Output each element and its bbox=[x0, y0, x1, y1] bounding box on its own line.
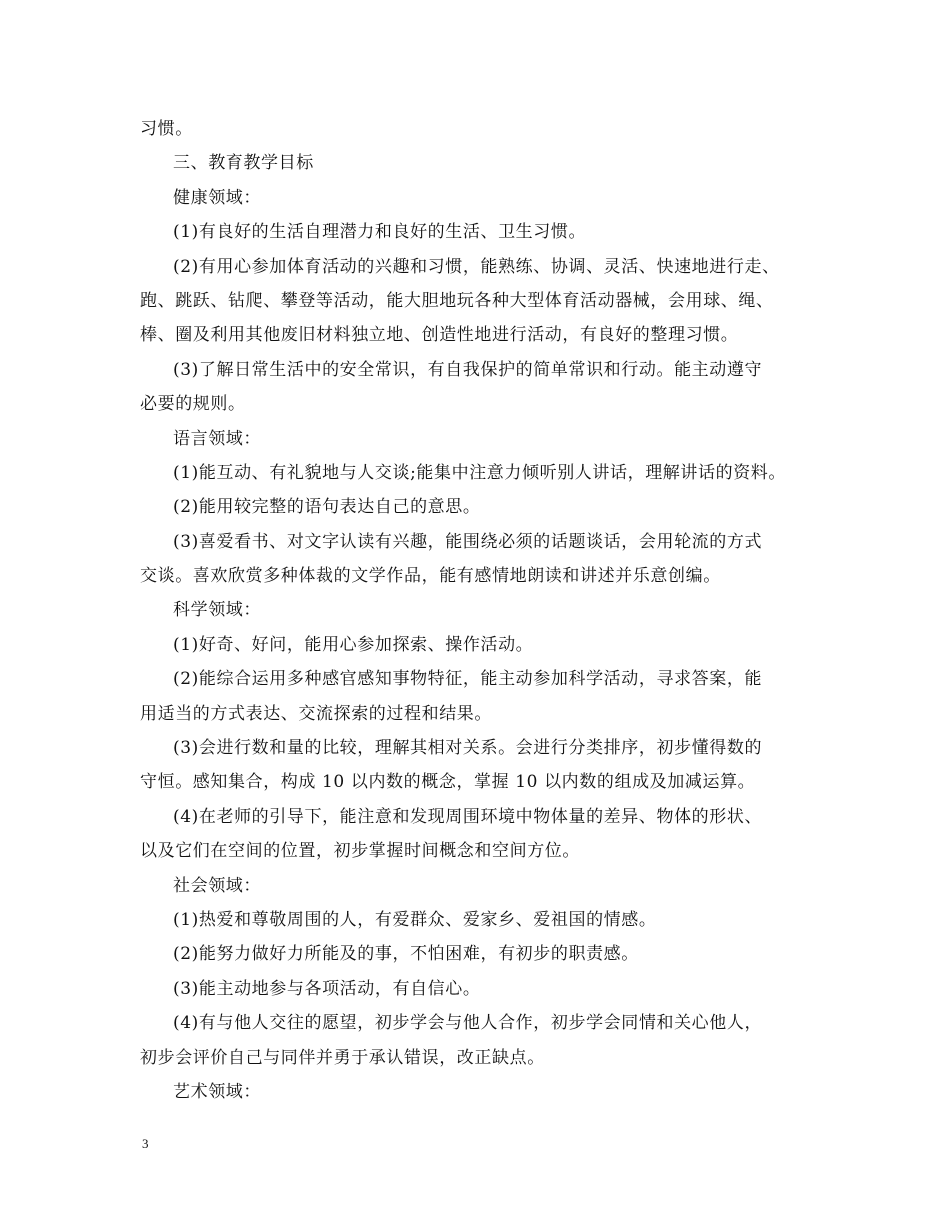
text-line: (3)能主动地参与各项活动，有自信心。 bbox=[173, 978, 481, 999]
text-line: (3)喜爱看书、对文字认读有兴趣，能围绕必须的话题谈话，会用轮流的方式 bbox=[173, 531, 763, 552]
text-line: 用适当的方式表达、交流探索的过程和结果。 bbox=[140, 703, 492, 724]
text-line: (1)热爱和尊敬周围的人，有爱群众、爱家乡、爱祖国的情感。 bbox=[173, 909, 657, 930]
text-line: (3)会进行数和量的比较，理解其相对关系。会进行分类排序，初步懂得数的 bbox=[173, 738, 763, 759]
text-line: 棒、圈及利用其他废旧材料独立地、创造性地进行活动，有良好的整理习惯。 bbox=[140, 325, 739, 346]
text-line: 社会领域： bbox=[173, 875, 261, 896]
text-line: (1)有良好的生活自理潜力和良好的生活、卫生习惯。 bbox=[173, 222, 587, 243]
page-number: 3 bbox=[142, 1136, 149, 1151]
text-line: (2)能用较完整的语句表达自己的意思。 bbox=[173, 497, 481, 518]
text-line: 守恒。感知集合，构成 10 以内数的概念，掌握 10 以内数的组成及加减运算。 bbox=[140, 772, 756, 793]
document-body bbox=[140, 112, 820, 1109]
text-line: 艺术领域： bbox=[173, 1081, 261, 1102]
text-line: (2)有用心参加体育活动的兴趣和习惯，能熟练、协调、灵活、快速地进行走、 bbox=[173, 256, 780, 277]
text-line: (1)能互动、有礼貌地与人交谈;能集中注意力倾听别人讲话，理解讲话的资料。 bbox=[173, 462, 787, 483]
text-line: 语言领域： bbox=[173, 428, 261, 449]
text-line: 习惯。 bbox=[140, 119, 193, 139]
text-line: 科学领域： bbox=[173, 600, 261, 621]
text-line: (3)了解日常生活中的安全常识，有自我保护的简单常识和行动。能主动遵守 bbox=[173, 359, 763, 380]
text-line: 健康领域： bbox=[173, 187, 261, 208]
text-line: (4)有与他人交往的愿望，初步学会与他人合作，初步学会同情和关心他人， bbox=[173, 1013, 763, 1034]
text-line: (2)能综合运用多种感官感知事物特征，能主动参加科学活动，寻求答案，能 bbox=[173, 669, 763, 690]
text-line: 三、教育教学目标 bbox=[173, 153, 314, 174]
text-line: (2)能努力做好力所能及的事，不怕困难，有初步的职责感。 bbox=[173, 944, 639, 965]
text-line: 交谈。喜欢欣赏多种体裁的文学作品，能有感情地朗读和讲述并乐意创编。 bbox=[140, 566, 721, 587]
text-line: 初步会评价自己与同伴并勇于承认错误，改正缺点。 bbox=[140, 1047, 545, 1068]
text-line: 以及它们在空间的位置，初步掌握时间概念和空间方位。 bbox=[140, 841, 580, 862]
text-line: (1)好奇、好问，能用心参加探索、操作活动。 bbox=[173, 634, 534, 655]
text-line: 必要的规则。 bbox=[140, 394, 246, 415]
text-line: (4)在老师的引导下，能注意和发现周围环境中物体量的差异、物体的形状、 bbox=[173, 806, 763, 827]
text-line: 跑、跳跃、钻爬、攀登等活动，能大胆地玩各种大型体育活动器械，会用球、绳、 bbox=[140, 290, 774, 311]
